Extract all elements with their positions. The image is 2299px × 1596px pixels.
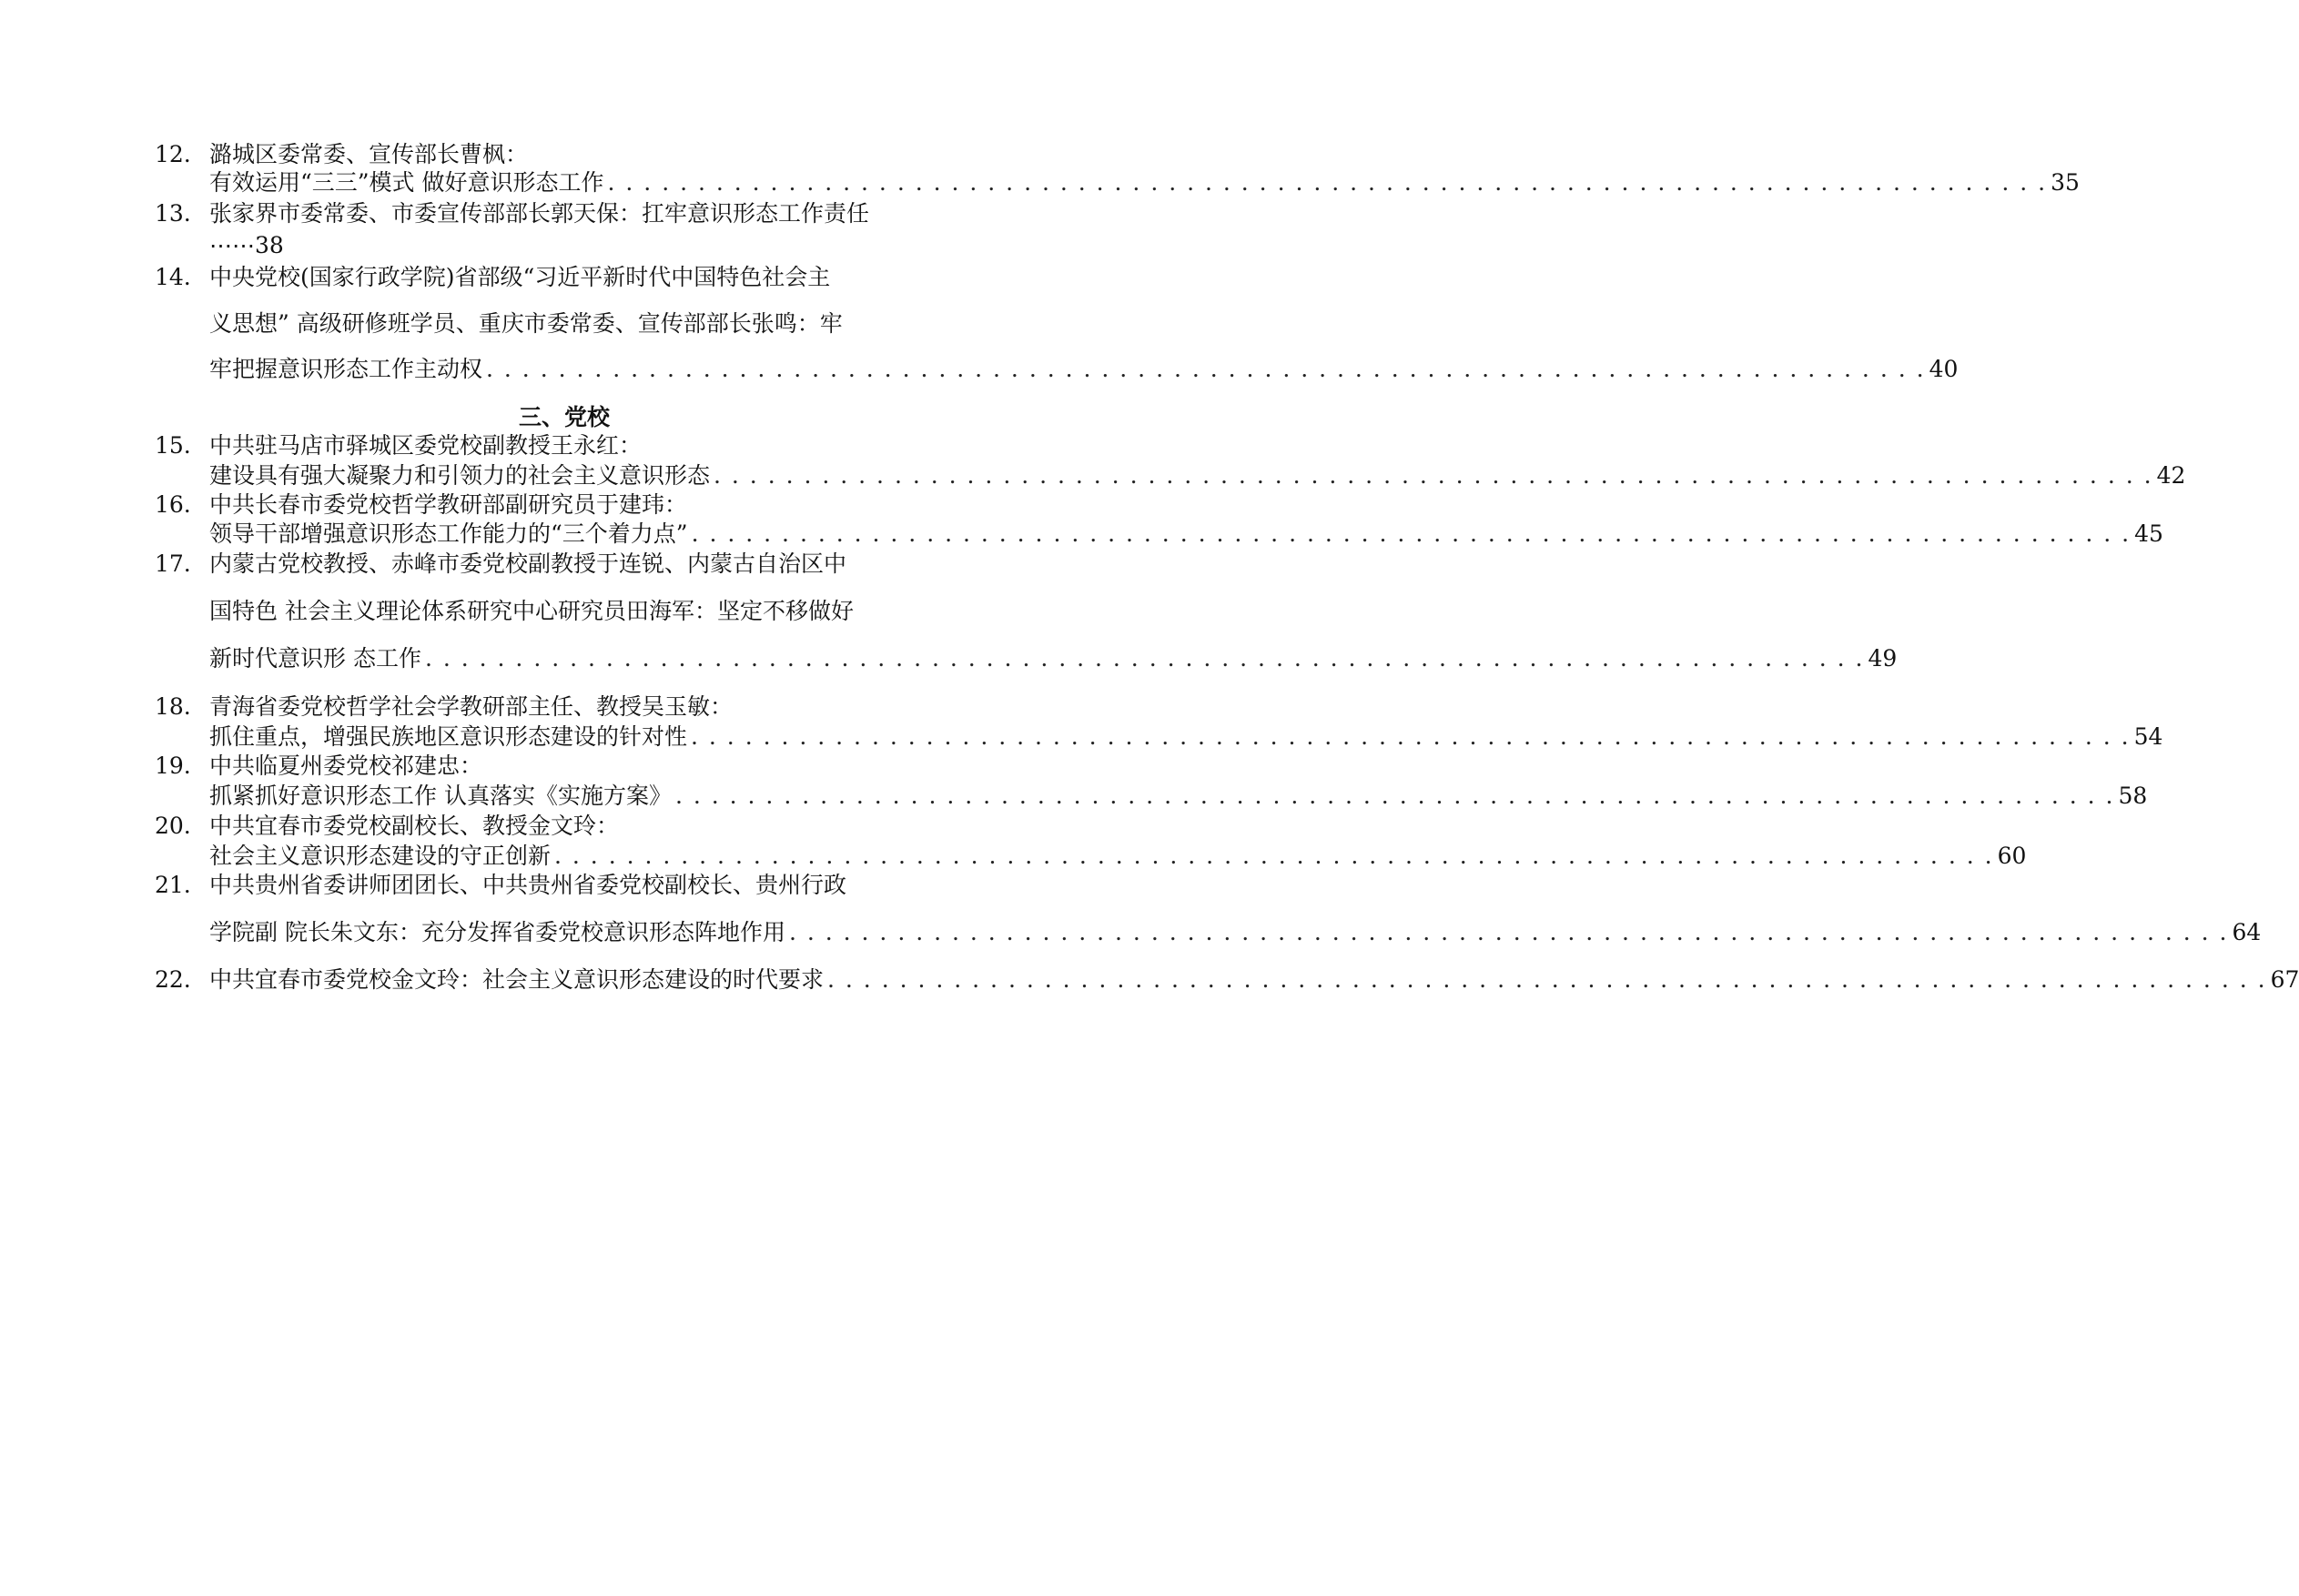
entry-title[interactable]: 新时代意识形 态工作 [209,645,421,672]
entry-author: 青海省委党校哲学社会学教研部主任、教授吴玉敏： [209,693,734,720]
page-number: 40 [1929,356,1959,382]
entry-author: 潞城区委常委、宣传部长曹枫： [209,141,529,167]
page-number: 49 [1868,645,1898,672]
toc-entry-21-title-line [0,914,2262,951]
page-number: 45 [2134,520,2163,547]
dot-leader: . . . . . . . . . . . . . . . . . . . . . . . . . . . . . . . . . . . . . . . . . . . . . . . . . . . . . . . . . . . . . . . . . . . . . . . . . . . . . . . . [788,919,2229,945]
entry-number: 19. [155,753,191,779]
entry-number: 21. [155,872,191,898]
entry-number: 14. [155,264,191,290]
dot-leader: . . . . . . . . . . . . . . . . . . . . . . . . . . . . . . . . . . . . . . . . . . . . . . . . . . . . . . . . . . . . . . . . . . . . . . . . . . . . . . . . [691,520,2132,547]
entry-number: 17. [155,551,191,577]
entry-author: 中共贵州省委讲师团团长、中共贵州省委党校副校长、贵州行政 [209,872,847,898]
entry-title[interactable]: 抓住重点，增强民族地区意识形态建设的针对性 [209,723,688,750]
page-number: 54 [2133,723,2163,750]
dot-leader: . . . . . . . . . . . . . . . . . . . . . . . . . . . . . . . . . . . . . . . . . . . . . . . . . . . . . . . . . . . . . . . . . . . . . . . . . . . . . . . . [424,645,1865,672]
dot-leader: . . . . . . . . . . . . . . . . . . . . . . . . . . . . . . . . . . . . . . . . . . . . . . . . . . . . . . . . . . . . . . . . . . . . . . . . . . . . . . . . [691,723,2131,750]
entry-author-cont: 义思想” 高级研修班学员、重庆市委常委、宣传部部长张鸣：牢 [209,310,843,337]
entry-title[interactable]: 张家界市委常委、市委宣传部部长郭天保：扛牢意识形态工作责任 [209,200,870,227]
entry-title[interactable]: 抓紧抓好意识形态工作 认真落实《实施方案》 [209,783,672,809]
dot-leader: . . . . . . . . . . . . . . . . . . . . . . . . . . . . . . . . . . . . . . . . . . . . . . . . . . . . . . . . . . . . . . . . . . . . . . . . . . . . . . . . [714,462,2153,489]
entry-number: 15. [155,432,191,459]
dot-leader: . . . . . . . . . . . . . . . . . . . . . . . . . . . . . . . . . . . . . . . . . . . . . . . . . . . . . . . . . . . . . . . . . . . . . . . . . . . . . . . . [554,843,1994,869]
toc-entry-13-page-line [0,227,1129,264]
entry-title[interactable]: 领导干部增强意识形态工作能力的“三个着力点” [209,520,688,547]
dot-leader: . . . . . . . . . . . . . . . . . . . . . . . . . . . . . . . . . . . . . . . . . . . . . . . . . . . . . . . . . . . . . . . . . . . . . . . . . . . . . . . . [674,783,2115,809]
entry-author: 内蒙古党校教授、赤峰市委党校副教授于连锐、内蒙古自治区中 [209,551,847,577]
toc-entry-21 [0,867,1129,904]
page-number: 42 [2156,462,2186,489]
toc-entry-17-title-line [0,641,1898,677]
dot-leader: . . . . . . . . . . . . . . . . . . . . . . . . . . . . . . . . . . . . . . . . . . . . . . . . . . . . . . . . . . . . . . . . . . . . . . . . . . . . . . . . [827,966,2267,993]
toc-entry-17 [0,546,1129,582]
page-number: ⋯⋯38 [209,232,284,258]
section-heading: 三、党校 [518,404,610,430]
toc-entry-13 [0,196,1129,232]
entry-author-cont: 国特色 社会主义理论体系研究中心研究员田海军：坚定不移做好 [209,598,854,624]
entry-number: 13. [155,200,191,227]
entry-number: 20. [155,813,191,839]
entry-author: 中共临夏州委党校祁建忠： [209,753,483,779]
page-number: 60 [1997,843,2027,869]
entry-author: 中共驻马店市驿城区委党校副教授王永红： [209,432,643,459]
entry-author: 中共长春市委党校哲学教研部副研究员于建玮： [209,491,688,518]
entry-title[interactable]: 学院副 院长朱文东：充分发挥省委党校意识形态阵地作用 [209,919,785,945]
page-number: 58 [2118,783,2148,809]
entry-number: 16. [155,491,191,518]
entry-author: 中央党校(国家行政学院)省部级“习近平新时代中国特色社会主 [209,264,831,290]
entry-title[interactable]: 社会主义意识形态建设的守正创新 [209,843,552,869]
entry-title[interactable]: 中共宜春市委党校金文玲：社会主义意识形态建设的时代要求 [209,966,825,993]
entry-number: 18. [155,693,191,720]
entry-author: 中共宜春市委党校副校长、教授金文玲： [209,813,620,839]
dot-leader: . . . . . . . . . . . . . . . . . . . . . . . . . . . . . . . . . . . . . . . . . . . . . . . . . . . . . . . . . . . . . . . . . . . . . . . . . . . . . . . . [486,356,1926,382]
toc-entry-14-line2 [0,306,1129,342]
entry-number: 12. [155,141,191,167]
entry-title[interactable]: 牢把握意识形态工作主动权 [209,356,483,382]
toc-entry-14-title-line [0,351,1959,388]
toc-entry-17-line2 [0,593,1129,630]
page-number: 35 [2051,169,2080,196]
toc-entry-22 [0,962,2299,998]
page-number: 64 [2232,919,2262,945]
entry-title[interactable]: 有效运用“三三”模式 做好意识形态工作 [209,169,604,196]
entry-title[interactable]: 建设具有强大凝聚力和引领力的社会主义意识形态 [209,462,711,489]
dot-leader: . . . . . . . . . . . . . . . . . . . . . . . . . . . . . . . . . . . . . . . . . . . . . . . . . . . . . . . . . . . . . . . . . . . . . . . . . . . . . . . . [607,169,2048,196]
entry-number: 22. [155,966,191,993]
toc-entry-14 [0,259,1129,296]
page-number: 67 [2270,966,2299,993]
